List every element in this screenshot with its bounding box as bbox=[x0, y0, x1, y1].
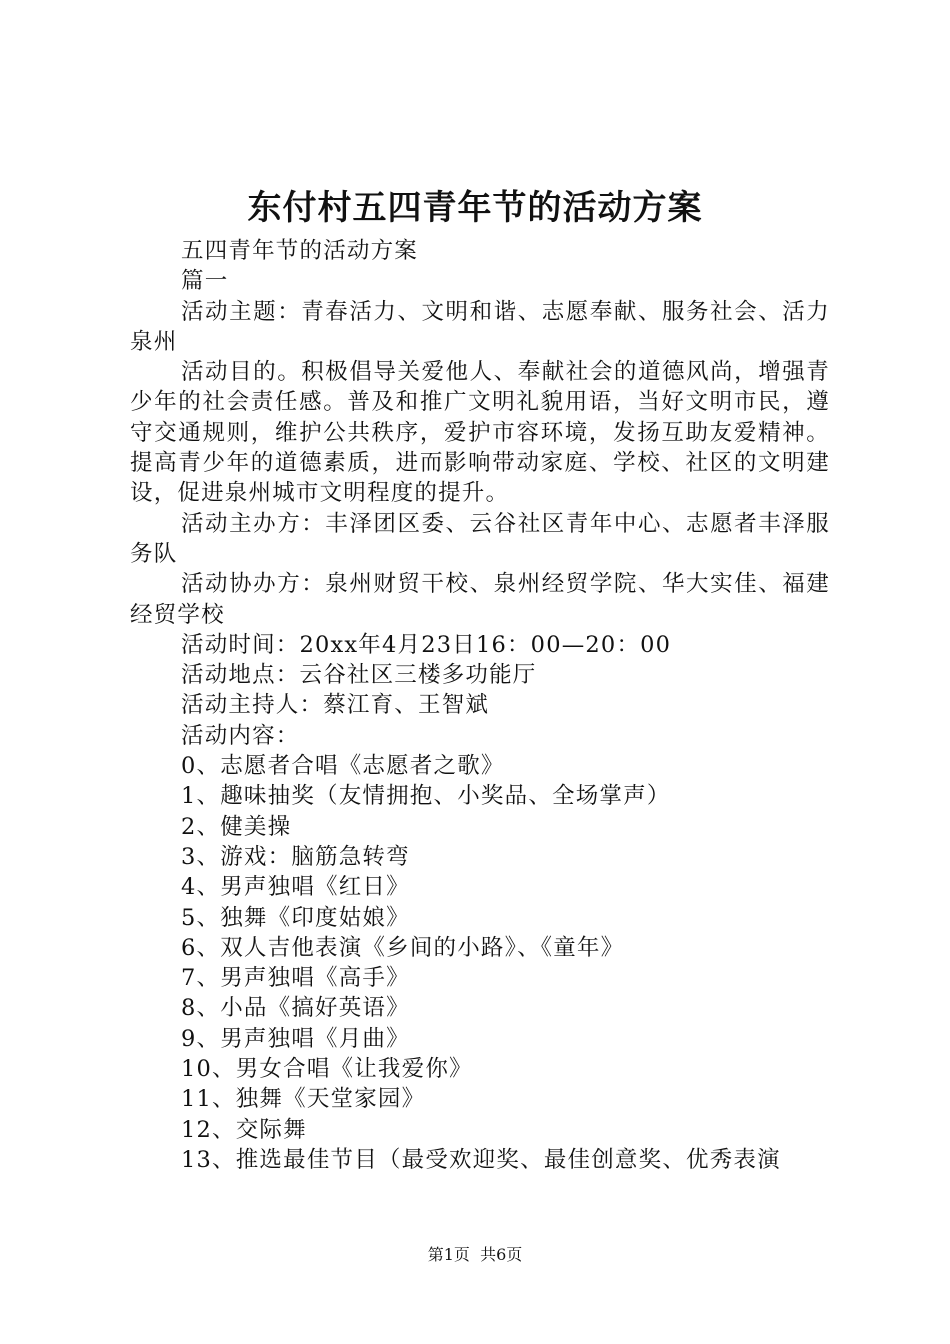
document-body bbox=[130, 236, 830, 1175]
list-item: 1、趣味抽奖（友情拥抱、小奖品、全场掌声） bbox=[181, 783, 671, 810]
list-item: 13、推选最佳节目（最受欢迎奖、最佳创意奖、优秀表演 bbox=[181, 1146, 781, 1173]
document-title: 东付村五四青年节的活动方案 bbox=[247, 188, 703, 228]
paragraph: 活动内容： bbox=[181, 722, 300, 749]
page-footer bbox=[0, 1244, 950, 1266]
page-number: 第1页 bbox=[427, 1245, 470, 1264]
list-item: 0、志愿者合唱《志愿者之歌》 bbox=[181, 753, 505, 780]
paragraph: 篇一 bbox=[181, 268, 229, 295]
list-item: 2、健美操 bbox=[181, 813, 292, 840]
paragraph: 活动主持人：蔡江育、王智斌 bbox=[181, 692, 490, 719]
paragraph: 活动目的。积极倡导关爱他人、奉献社会的道德风尚，增强青少年的社会责任感。普及和推广文明礼貌用语，当好文明市民，遵守交通规则，维护公共秩序，爱护市容环境，发扬互助友爱精神。提高青少年的道德素质，进而影响带动家庭、学校、社区的文明建设，促进泉州城市文明程度的提升。 bbox=[130, 359, 830, 507]
list-item: 7、男声独唱《高手》 bbox=[181, 965, 410, 992]
paragraph: 活动主题：青春活力、文明和谐、志愿奉献、服务社会、活力泉州 bbox=[130, 298, 830, 355]
paragraph: 活动地点：云谷社区三楼多功能厅 bbox=[181, 662, 537, 689]
list-item: 3、游戏：脑筋急转弯 bbox=[181, 843, 410, 870]
paragraph: 活动时间：20xx年4月23日16：00—20：00 bbox=[181, 631, 672, 658]
list-item: 6、双人吉他表演《乡间的小路》、《童年》 bbox=[181, 934, 625, 961]
list-item: 11、独舞《天堂家园》 bbox=[181, 1086, 426, 1113]
page-total: 共6页 bbox=[480, 1245, 523, 1264]
paragraph: 活动主办方：丰泽团区委、云谷社区青年中心、志愿者丰泽服务队 bbox=[130, 510, 830, 567]
list-item: 5、独舞《印度姑娘》 bbox=[181, 904, 410, 931]
list-item: 10、男女合唱《让我爱你》 bbox=[181, 1056, 473, 1083]
list-item: 8、小品《搞好英语》 bbox=[181, 995, 410, 1022]
list-item: 12、交际舞 bbox=[181, 1116, 307, 1143]
paragraph: 活动协办方：泉州财贸干校、泉州经贸学院、华大实佳、福建经贸学校 bbox=[130, 571, 830, 628]
paragraph: 五四青年节的活动方案 bbox=[181, 238, 419, 264]
list-item: 4、男声独唱《红日》 bbox=[181, 874, 410, 901]
list-item: 9、男声独唱《月曲》 bbox=[181, 1025, 410, 1052]
